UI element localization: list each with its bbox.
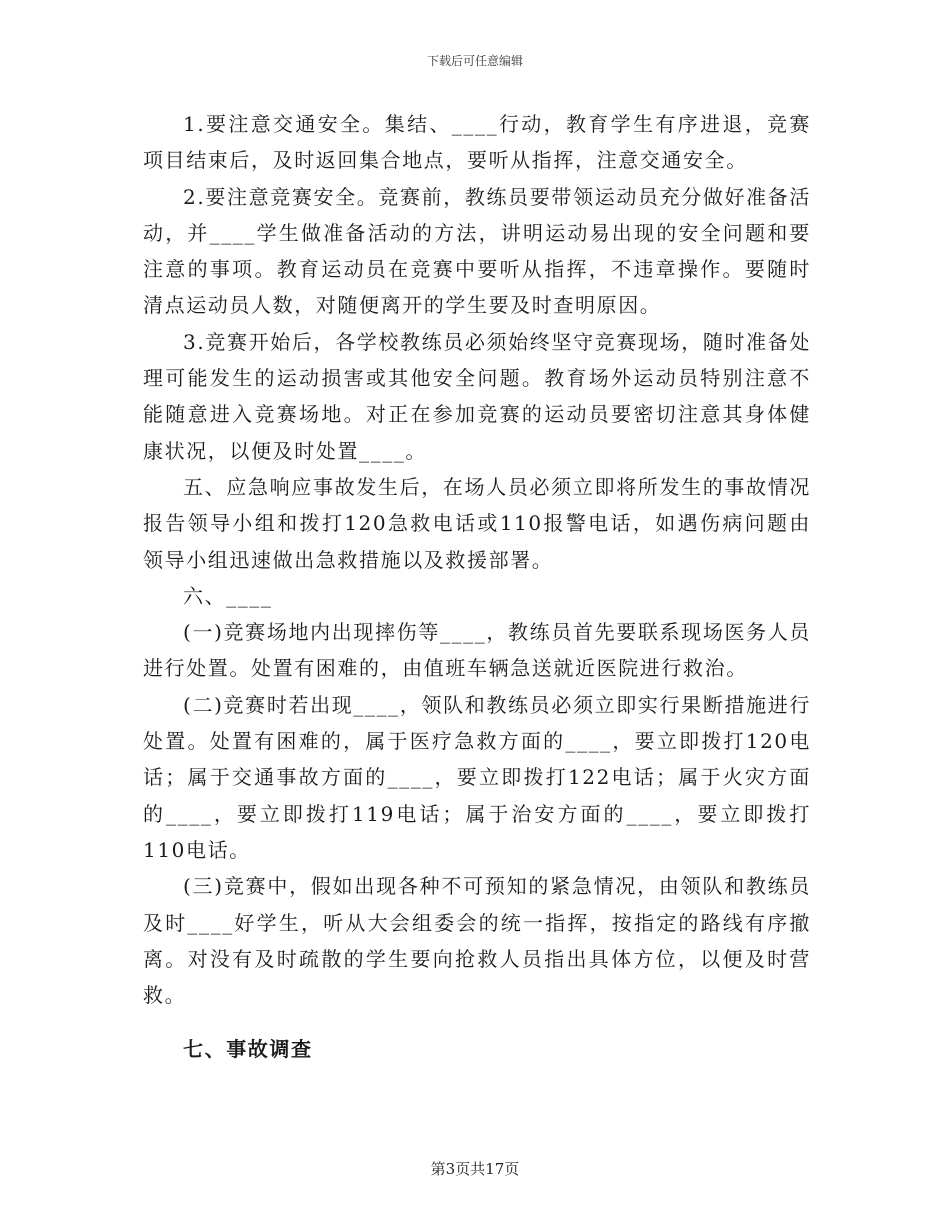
paragraph-traffic-safety: 1.要注意交通安全。集结、____行动，教育学生有序进退，竞赛项目结束后，及时返回集合地点，要听从指挥，注意交通安全。 bbox=[143, 112, 811, 173]
paragraph-emergency-response: 五、应急响应事故发生后，在场人员必须立即将所发生的事故情况报告领导小组和拨打120急救电话或110报警电话，如遇伤病问题由领导小组迅速做出急救措施以及救援部署。 bbox=[143, 474, 811, 572]
section-seven-heading: 七、事故调查 bbox=[183, 1037, 313, 1062]
page-footer: 第3页共17页 bbox=[430, 1160, 520, 1178]
paragraph-six-three: (三)竞赛中，假如出现各种不可预知的紧急情况，由领队和教练员及时____好学生，听从大会组委会的统一指挥，按指定的路线有序撤离。对没有及时疏散的学生要向抢救人员指出具体方位，以便及时营救。 bbox=[143, 874, 811, 1008]
section-six-title: 六、____ bbox=[183, 583, 273, 608]
paragraph-after-start: 3.竞赛开始后，各学校教练员必须始终坚守竞赛现场，随时准备处理可能发生的运动损害或其他安全问题。教育场外运动员特别注意不能随意进入竞赛场地。对正在参加竞赛的运动员要密切注意其身体健康状况，以便及时处置____。 bbox=[143, 329, 811, 463]
paragraph-six-two: (二)竞赛时若出现____，领队和教练员必须立即实行果断措施进行处置。处置有困难的，属于医疗急救方面的____，要立即拨打120电话；属于交通事故方面的____，要立即拨打122电话；属于火灾方面的____，要立即拨打119电话；属于治安方面的____，要立即拨打110电话。 bbox=[143, 692, 811, 862]
paragraph-six-one: (一)竞赛场地内出现摔伤等____，教练员首先要联系现场医务人员进行处置。处置有困难的，由值班车辆急送就近医院进行救治。 bbox=[143, 620, 811, 681]
document-body bbox=[143, 106, 811, 1068]
page-header: 下载后可任意编辑 bbox=[426, 54, 523, 68]
paragraph-competition-safety: 2.要注意竞赛安全。竞赛前，教练员要带领运动员充分做好准备活动，并____学生做准备活动的方法，讲明运动易出现的安全问题和要注意的事项。教育运动员在竞赛中要听从指挥，不违章操作。要随时清点运动员人数，对随便离开的学生要及时查明原因。 bbox=[143, 184, 811, 318]
